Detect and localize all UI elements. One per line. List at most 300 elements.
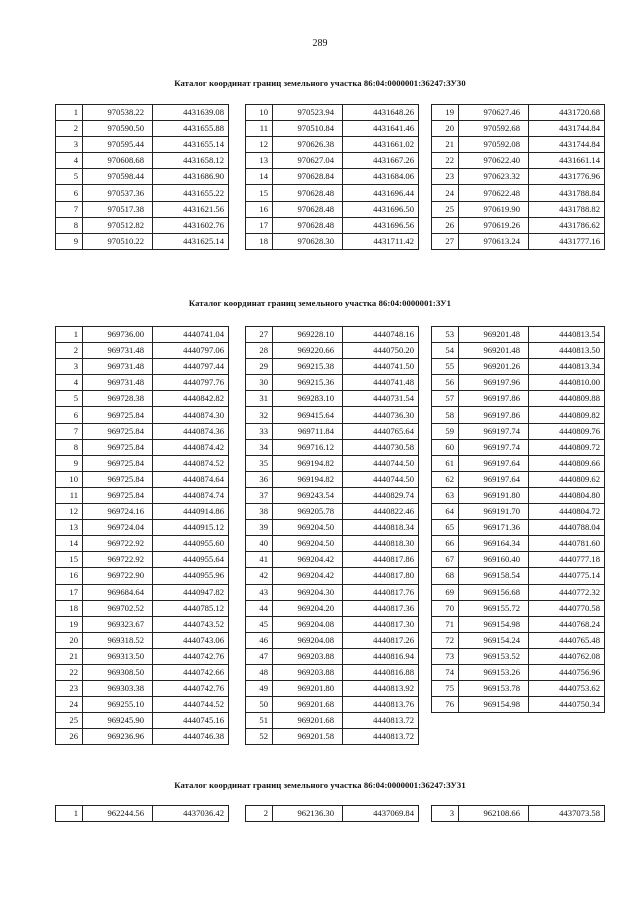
y-coordinate-cell: 4440810.00 (529, 375, 605, 391)
x-coordinate-cell: 969153.78 (459, 681, 529, 697)
point-number-cell: 13 (56, 520, 83, 536)
x-coordinate-cell: 969204.42 (273, 552, 343, 568)
point-number-cell: 19 (432, 105, 459, 121)
x-coordinate-cell: 970538.22 (83, 105, 153, 121)
table-row (432, 327, 605, 343)
y-coordinate-cell: 4440874.74 (153, 487, 229, 503)
y-coordinate-cell: 4440816.94 (343, 648, 419, 664)
y-coordinate-cell: 4440742.66 (153, 664, 229, 680)
x-coordinate-cell: 969205.78 (273, 504, 343, 520)
x-coordinate-cell: 969204.50 (273, 520, 343, 536)
table-row (432, 201, 605, 217)
x-coordinate-cell: 969201.26 (459, 359, 529, 375)
point-number-cell: 24 (432, 185, 459, 201)
y-coordinate-cell: 4440777.18 (529, 552, 605, 568)
point-number-cell: 12 (246, 137, 273, 153)
table-row (432, 568, 605, 584)
x-coordinate-cell: 970627.46 (459, 105, 529, 121)
x-coordinate-cell: 970613.24 (459, 233, 529, 249)
point-number-cell: 57 (432, 391, 459, 407)
x-coordinate-cell: 969415.64 (273, 407, 343, 423)
x-coordinate-cell: 970537.36 (83, 185, 153, 201)
x-coordinate-cell: 970517.38 (83, 201, 153, 217)
y-coordinate-cell: 4440742.76 (153, 648, 229, 664)
table-row (432, 520, 605, 536)
x-coordinate-cell: 969203.88 (273, 664, 343, 680)
point-number-cell: 71 (432, 616, 459, 632)
point-number-cell: 52 (246, 729, 273, 745)
table-row (56, 455, 229, 471)
table-row (246, 137, 419, 153)
point-number-cell: 19 (56, 616, 83, 632)
point-number-cell: 74 (432, 664, 459, 680)
x-coordinate-cell: 969204.20 (273, 600, 343, 616)
page-number: 289 (312, 38, 328, 49)
table-row (246, 806, 419, 822)
point-number-cell: 1 (56, 105, 83, 121)
y-coordinate-cell: 4431655.88 (153, 121, 229, 137)
x-coordinate-cell: 969255.10 (83, 697, 153, 713)
table-row (432, 584, 605, 600)
point-number-cell: 29 (246, 359, 273, 375)
x-coordinate-cell: 969154.98 (459, 616, 529, 632)
point-number-cell: 18 (246, 233, 273, 249)
y-coordinate-cell: 4440797.44 (153, 359, 229, 375)
table-row (432, 359, 605, 375)
x-coordinate-cell: 970510.84 (273, 121, 343, 137)
table-row (56, 359, 229, 375)
point-number-cell: 24 (56, 697, 83, 713)
x-coordinate-cell: 970592.68 (459, 121, 529, 137)
y-coordinate-cell: 4440748.16 (343, 327, 419, 343)
x-coordinate-cell: 970627.04 (273, 153, 343, 169)
x-coordinate-cell: 969722.90 (83, 568, 153, 584)
y-coordinate-cell: 4431786.62 (529, 217, 605, 233)
point-number-cell: 33 (246, 423, 273, 439)
y-coordinate-cell: 4440874.30 (153, 407, 229, 423)
x-coordinate-cell: 969711.84 (273, 423, 343, 439)
table-row (246, 359, 419, 375)
table-row (432, 648, 605, 664)
table-row (56, 487, 229, 503)
table-row (246, 185, 419, 201)
point-number-cell: 54 (432, 343, 459, 359)
point-number-cell: 20 (56, 632, 83, 648)
y-coordinate-cell: 4440817.80 (343, 568, 419, 584)
point-number-cell: 61 (432, 455, 459, 471)
x-coordinate-cell: 969736.00 (83, 327, 153, 343)
y-coordinate-cell: 4440785.12 (153, 600, 229, 616)
point-number-cell: 51 (246, 713, 273, 729)
x-coordinate-cell: 970523.94 (273, 105, 343, 121)
x-coordinate-cell: 969201.68 (273, 697, 343, 713)
table-row (56, 729, 229, 745)
table-row (56, 504, 229, 520)
x-coordinate-cell: 969731.48 (83, 375, 153, 391)
y-coordinate-cell: 4440874.64 (153, 471, 229, 487)
y-coordinate-cell: 4440874.36 (153, 423, 229, 439)
point-number-cell: 21 (432, 137, 459, 153)
point-number-cell: 31 (246, 391, 273, 407)
table-row (56, 600, 229, 616)
y-coordinate-cell: 4440804.80 (529, 487, 605, 503)
y-coordinate-cell: 4440817.30 (343, 616, 419, 632)
y-coordinate-cell: 4440741.04 (153, 327, 229, 343)
x-coordinate-cell: 969154.24 (459, 632, 529, 648)
y-coordinate-cell: 4440744.50 (343, 455, 419, 471)
y-coordinate-cell: 4440829.74 (343, 487, 419, 503)
x-coordinate-cell: 969725.84 (83, 439, 153, 455)
point-number-cell: 39 (246, 520, 273, 536)
table-row (246, 487, 419, 503)
y-coordinate-cell: 4431720.68 (529, 105, 605, 121)
x-coordinate-cell: 969153.26 (459, 664, 529, 680)
point-number-cell: 9 (56, 455, 83, 471)
y-coordinate-cell: 4431711.42 (343, 233, 419, 249)
point-number-cell: 3 (56, 359, 83, 375)
x-coordinate-cell: 969153.52 (459, 648, 529, 664)
table-row (432, 375, 605, 391)
x-coordinate-cell: 969236.96 (83, 729, 153, 745)
table-row (246, 584, 419, 600)
y-coordinate-cell: 4440743.06 (153, 632, 229, 648)
table-row (246, 455, 419, 471)
table-row (246, 423, 419, 439)
point-number-cell: 44 (246, 600, 273, 616)
y-coordinate-cell: 4431684.06 (343, 169, 419, 185)
point-number-cell: 21 (56, 648, 83, 664)
point-number-cell: 7 (56, 201, 83, 217)
y-coordinate-cell: 4437036.42 (153, 806, 229, 822)
x-coordinate-cell: 969164.34 (459, 536, 529, 552)
y-coordinate-cell: 4440744.50 (343, 471, 419, 487)
point-number-cell: 26 (56, 729, 83, 745)
y-coordinate-cell: 4440915.12 (153, 520, 229, 536)
point-number-cell: 22 (432, 153, 459, 169)
x-coordinate-cell: 970622.40 (459, 153, 529, 169)
x-coordinate-cell: 969201.68 (273, 713, 343, 729)
table-row (246, 664, 419, 680)
x-coordinate-cell: 969725.84 (83, 407, 153, 423)
point-number-cell: 8 (56, 217, 83, 233)
x-coordinate-cell: 970628.48 (273, 201, 343, 217)
x-coordinate-cell: 970608.68 (83, 153, 153, 169)
y-coordinate-cell: 4440745.16 (153, 713, 229, 729)
table-row (56, 169, 229, 185)
x-coordinate-cell: 969731.48 (83, 343, 153, 359)
y-coordinate-cell: 4431621.56 (153, 201, 229, 217)
point-number-cell: 67 (432, 552, 459, 568)
table-row (56, 343, 229, 359)
point-number-cell: 1 (56, 806, 83, 822)
point-number-cell: 11 (56, 487, 83, 503)
x-coordinate-cell: 970512.82 (83, 217, 153, 233)
point-number-cell: 45 (246, 616, 273, 632)
x-coordinate-cell: 969722.92 (83, 552, 153, 568)
table-row (246, 169, 419, 185)
y-coordinate-cell: 4440818.34 (343, 520, 419, 536)
table-row (432, 343, 605, 359)
x-coordinate-cell: 969313.50 (83, 648, 153, 664)
y-coordinate-cell: 4440781.60 (529, 536, 605, 552)
x-coordinate-cell: 969194.82 (273, 471, 343, 487)
point-number-cell: 53 (432, 327, 459, 343)
x-coordinate-cell: 969197.74 (459, 439, 529, 455)
table-row (432, 681, 605, 697)
point-number-cell: 49 (246, 681, 273, 697)
x-coordinate-cell: 969215.38 (273, 359, 343, 375)
table-row (432, 806, 605, 822)
y-coordinate-cell: 4440736.30 (343, 407, 419, 423)
x-coordinate-cell: 970628.84 (273, 169, 343, 185)
x-coordinate-cell: 969318.52 (83, 632, 153, 648)
table-row (432, 439, 605, 455)
y-coordinate-cell: 4431696.56 (343, 217, 419, 233)
x-coordinate-cell: 969684.64 (83, 584, 153, 600)
x-coordinate-cell: 969201.58 (273, 729, 343, 745)
x-coordinate-cell: 969722.92 (83, 536, 153, 552)
x-coordinate-cell: 969215.36 (273, 375, 343, 391)
table-row (56, 217, 229, 233)
y-coordinate-cell: 4431696.50 (343, 201, 419, 217)
x-coordinate-cell: 962108.66 (459, 806, 529, 822)
x-coordinate-cell: 962244.56 (83, 806, 153, 822)
x-coordinate-cell: 969197.86 (459, 391, 529, 407)
table-row (56, 327, 229, 343)
y-coordinate-cell: 4440762.08 (529, 648, 605, 664)
section-title-zu31: Каталог координат границ земельного участка 86:04:0000001:36247:ЗУ31 (174, 780, 466, 790)
table-row (246, 471, 419, 487)
point-number-cell: 23 (432, 169, 459, 185)
y-coordinate-cell: 4440809.76 (529, 423, 605, 439)
x-coordinate-cell: 970595.44 (83, 137, 153, 153)
point-number-cell: 9 (56, 233, 83, 249)
x-coordinate-cell: 969155.72 (459, 600, 529, 616)
y-coordinate-cell: 4440765.64 (343, 423, 419, 439)
x-coordinate-cell: 970510.22 (83, 233, 153, 249)
x-coordinate-cell: 970590.50 (83, 121, 153, 137)
point-number-cell: 27 (246, 327, 273, 343)
x-coordinate-cell: 969171.36 (459, 520, 529, 536)
table-row (432, 137, 605, 153)
point-number-cell: 59 (432, 423, 459, 439)
y-coordinate-cell: 4440731.54 (343, 391, 419, 407)
table-row (246, 504, 419, 520)
coords-table-zu30-col2 (245, 104, 419, 250)
x-coordinate-cell: 969245.90 (83, 713, 153, 729)
x-coordinate-cell: 969204.50 (273, 536, 343, 552)
y-coordinate-cell: 4440750.20 (343, 343, 419, 359)
y-coordinate-cell: 4440753.62 (529, 681, 605, 697)
y-coordinate-cell: 4431667.26 (343, 153, 419, 169)
point-number-cell: 56 (432, 375, 459, 391)
y-coordinate-cell: 4440818.30 (343, 536, 419, 552)
x-coordinate-cell: 969201.80 (273, 681, 343, 697)
x-coordinate-cell: 969154.98 (459, 697, 529, 713)
coords-table-zu30-col1 (55, 104, 229, 250)
table-row (56, 520, 229, 536)
y-coordinate-cell: 4440955.60 (153, 536, 229, 552)
x-coordinate-cell: 969725.84 (83, 487, 153, 503)
x-coordinate-cell: 969201.48 (459, 327, 529, 343)
y-coordinate-cell: 4440743.52 (153, 616, 229, 632)
y-coordinate-cell: 4440746.38 (153, 729, 229, 745)
point-number-cell: 60 (432, 439, 459, 455)
point-number-cell: 72 (432, 632, 459, 648)
x-coordinate-cell: 969724.16 (83, 504, 153, 520)
point-number-cell: 14 (246, 169, 273, 185)
table-row (246, 520, 419, 536)
point-number-cell: 8 (56, 439, 83, 455)
point-number-cell: 15 (56, 552, 83, 568)
y-coordinate-cell: 4440813.54 (529, 327, 605, 343)
point-number-cell: 70 (432, 600, 459, 616)
table-row (246, 391, 419, 407)
point-number-cell: 48 (246, 664, 273, 680)
point-number-cell: 6 (56, 407, 83, 423)
point-number-cell: 64 (432, 504, 459, 520)
x-coordinate-cell: 969191.70 (459, 504, 529, 520)
point-number-cell: 55 (432, 359, 459, 375)
table-row (56, 137, 229, 153)
point-number-cell: 40 (246, 536, 273, 552)
table-row (246, 233, 419, 249)
y-coordinate-cell: 4440809.62 (529, 471, 605, 487)
x-coordinate-cell: 970628.30 (273, 233, 343, 249)
table-row (56, 568, 229, 584)
table-row (432, 105, 605, 121)
table-row (246, 697, 419, 713)
y-coordinate-cell: 4440813.34 (529, 359, 605, 375)
point-number-cell: 65 (432, 520, 459, 536)
x-coordinate-cell: 969191.80 (459, 487, 529, 503)
coords-table-zu1-col2 (245, 326, 419, 745)
y-coordinate-cell: 4431744.84 (529, 137, 605, 153)
y-coordinate-cell: 4440797.76 (153, 375, 229, 391)
point-number-cell: 26 (432, 217, 459, 233)
table-row (432, 121, 605, 137)
table-row (246, 105, 419, 121)
point-number-cell: 22 (56, 664, 83, 680)
point-number-cell: 11 (246, 121, 273, 137)
coords-table-zu31-col1 (55, 805, 229, 822)
table-row (432, 233, 605, 249)
point-number-cell: 46 (246, 632, 273, 648)
table-row (432, 391, 605, 407)
x-coordinate-cell: 970622.48 (459, 185, 529, 201)
point-number-cell: 36 (246, 471, 273, 487)
x-coordinate-cell: 969197.96 (459, 375, 529, 391)
section-title-zu1: Каталог координат границ земельного участка 86:04:0000001:ЗУ1 (188, 298, 452, 308)
y-coordinate-cell: 4440797.06 (153, 343, 229, 359)
table-row (432, 616, 605, 632)
point-number-cell: 2 (56, 121, 83, 137)
y-coordinate-cell: 4440813.72 (343, 729, 419, 745)
y-coordinate-cell: 4440955.64 (153, 552, 229, 568)
coords-table-zu31-col3 (431, 805, 605, 822)
point-number-cell: 76 (432, 697, 459, 713)
table-row (246, 536, 419, 552)
y-coordinate-cell: 4431776.96 (529, 169, 605, 185)
table-row (246, 375, 419, 391)
point-number-cell: 3 (56, 137, 83, 153)
point-number-cell: 16 (246, 201, 273, 217)
point-number-cell: 7 (56, 423, 83, 439)
x-coordinate-cell: 970598.44 (83, 169, 153, 185)
point-number-cell: 68 (432, 568, 459, 584)
table-row (432, 504, 605, 520)
y-coordinate-cell: 4440770.58 (529, 600, 605, 616)
table-row (432, 153, 605, 169)
table-row (56, 105, 229, 121)
point-number-cell: 43 (246, 584, 273, 600)
table-row (246, 648, 419, 664)
y-coordinate-cell: 4440816.88 (343, 664, 419, 680)
y-coordinate-cell: 4431639.08 (153, 105, 229, 121)
table-row (56, 713, 229, 729)
table-row (432, 471, 605, 487)
y-coordinate-cell: 4431777.16 (529, 233, 605, 249)
x-coordinate-cell: 969702.52 (83, 600, 153, 616)
y-coordinate-cell: 4440768.24 (529, 616, 605, 632)
y-coordinate-cell: 4440804.72 (529, 504, 605, 520)
table-row (56, 153, 229, 169)
table-row (432, 217, 605, 233)
table-row (56, 121, 229, 137)
x-coordinate-cell: 969725.84 (83, 471, 153, 487)
table-row (246, 439, 419, 455)
y-coordinate-cell: 4431686.90 (153, 169, 229, 185)
table-row (432, 552, 605, 568)
x-coordinate-cell: 969716.12 (273, 439, 343, 455)
y-coordinate-cell: 4440756.96 (529, 664, 605, 680)
y-coordinate-cell: 4440788.04 (529, 520, 605, 536)
table-row (56, 632, 229, 648)
x-coordinate-cell: 969204.42 (273, 568, 343, 584)
x-coordinate-cell: 969158.54 (459, 568, 529, 584)
table-row (56, 201, 229, 217)
y-coordinate-cell: 4440742.76 (153, 681, 229, 697)
point-number-cell: 32 (246, 407, 273, 423)
y-coordinate-cell: 4440817.76 (343, 584, 419, 600)
point-number-cell: 4 (56, 153, 83, 169)
y-coordinate-cell: 4440817.36 (343, 600, 419, 616)
y-coordinate-cell: 4440813.50 (529, 343, 605, 359)
table-row (432, 423, 605, 439)
x-coordinate-cell: 969160.40 (459, 552, 529, 568)
point-number-cell: 62 (432, 471, 459, 487)
point-number-cell: 30 (246, 375, 273, 391)
coords-table-zu30-col3 (431, 104, 605, 250)
table-row (246, 713, 419, 729)
point-number-cell: 17 (56, 584, 83, 600)
point-number-cell: 6 (56, 185, 83, 201)
table-row (56, 616, 229, 632)
point-number-cell: 5 (56, 169, 83, 185)
point-number-cell: 58 (432, 407, 459, 423)
x-coordinate-cell: 969725.84 (83, 423, 153, 439)
x-coordinate-cell: 969201.48 (459, 343, 529, 359)
y-coordinate-cell: 4440741.48 (343, 375, 419, 391)
point-number-cell: 5 (56, 391, 83, 407)
table-row (56, 375, 229, 391)
x-coordinate-cell: 969731.48 (83, 359, 153, 375)
y-coordinate-cell: 4440817.26 (343, 632, 419, 648)
point-number-cell: 42 (246, 568, 273, 584)
point-number-cell: 66 (432, 536, 459, 552)
x-coordinate-cell: 969197.86 (459, 407, 529, 423)
y-coordinate-cell: 4440809.66 (529, 455, 605, 471)
